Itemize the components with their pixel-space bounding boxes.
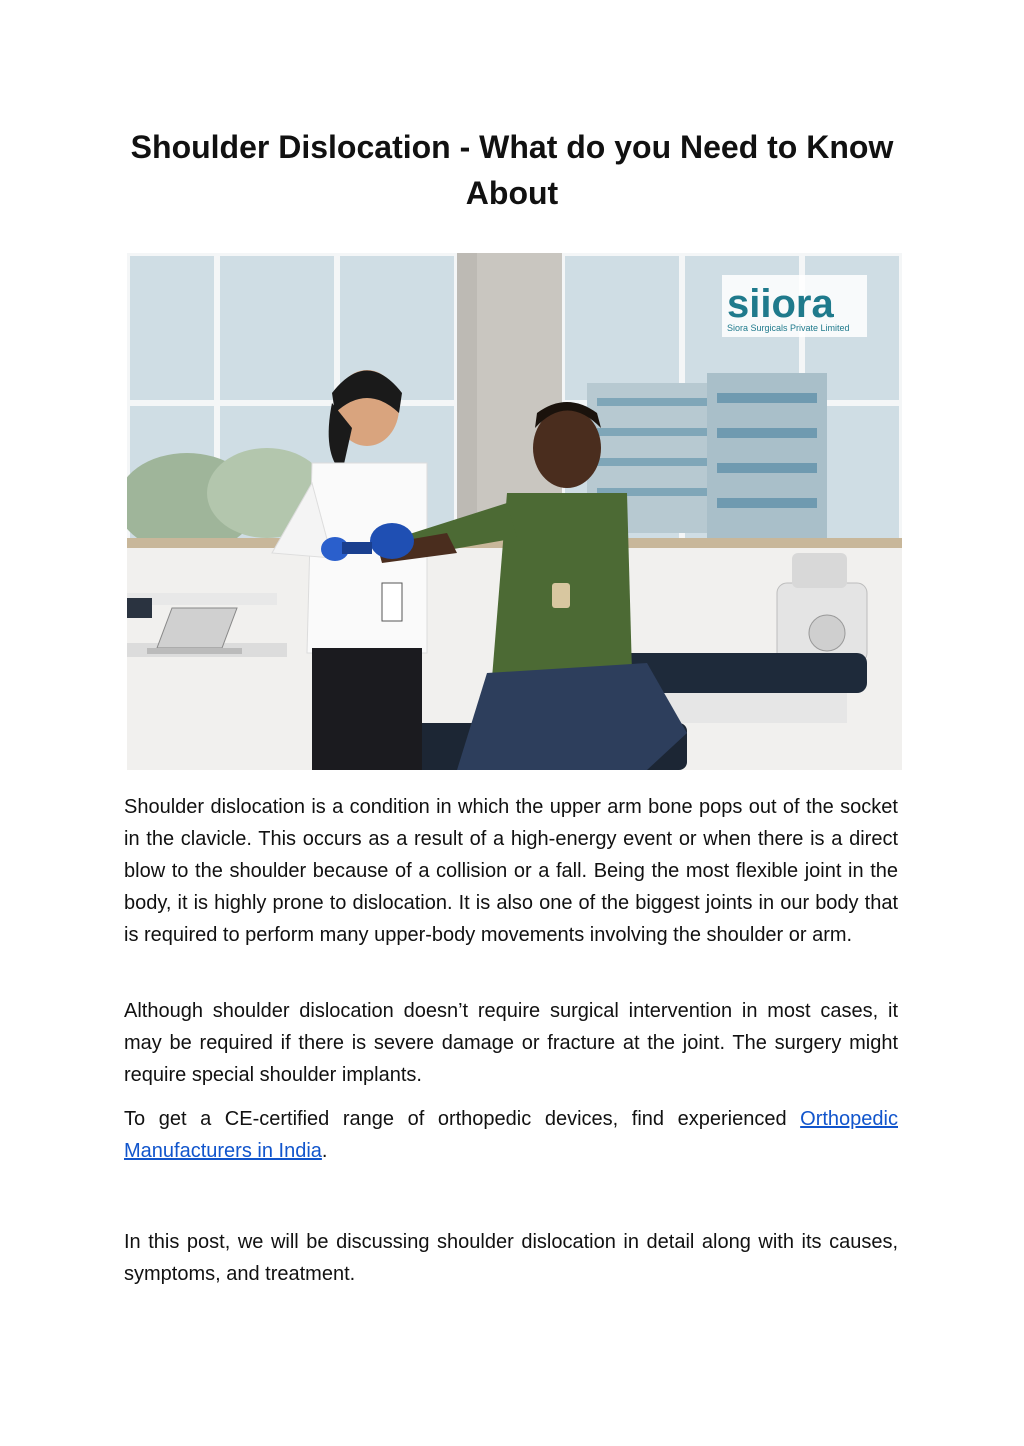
siora-logo	[722, 275, 867, 337]
period: .	[321, 1140, 328, 1162]
surgery-paragraph: Although shoulder dislocation doesn’t require surgical intervention in most cases, it may be required if there is severe damage or fracture at the joint. The surgery might require special shoulder implants.	[124, 1000, 898, 1086]
logo-tagline: Siora Surgicals Private Limited	[727, 323, 850, 333]
hero-photo	[127, 253, 902, 770]
orthopedic-manufacturers-link[interactable]: Orthopedic Manufacturers in India	[124, 1108, 898, 1162]
page-title: Shoulder Dislocation - What do you Need to Know About	[130, 129, 894, 211]
logo-wordmark: siiora	[727, 282, 834, 326]
post-overview-paragraph: In this post, we will be discussing shoulder dislocation in detail along with its causes, symptoms, and treatment.	[124, 1231, 898, 1285]
manufacturers-text: To get a CE-certified range of orthopedic devices, find experienced	[124, 1108, 801, 1130]
intro-paragraph: Shoulder dislocation is a condition in which the upper arm bone pops out of the socket in the clavicle. This occurs as a result of a high-energy event or when there is a direct blow to the shoulder because of a collision or a fall. Being the most flexible joint in the body, it is highly prone to dislocation. It is also one of the biggest joints in our body that is required to perform many upper-body movements involving the shoulder or arm.	[124, 796, 898, 946]
manufacturers-paragraph	[124, 1103, 898, 1167]
